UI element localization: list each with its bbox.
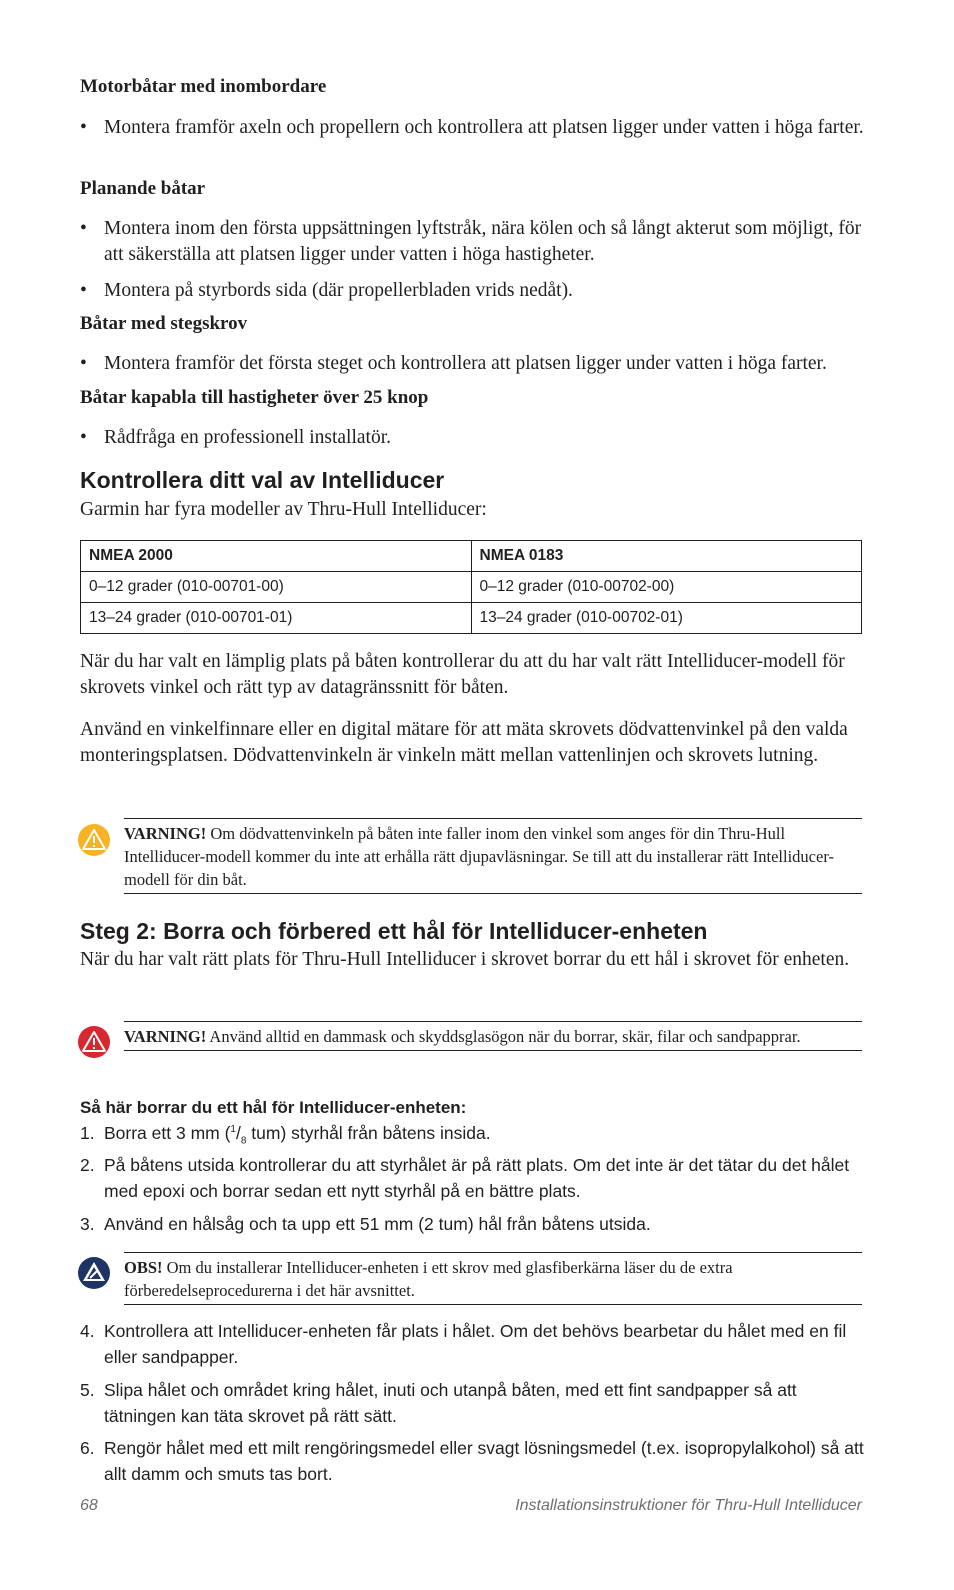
step-text: Använd en hålsåg och ta upp ett 51 mm (2 tum) hål från båtens utsida. (104, 1214, 651, 1234)
table-header-row (81, 541, 862, 572)
procedure-step-6 (80, 1435, 870, 1487)
bullet-dot: • (80, 353, 87, 374)
table-header: NMEA 0183 (471, 541, 862, 572)
step-number: 6. (80, 1438, 95, 1458)
table-header: NMEA 2000 (81, 541, 472, 572)
bullet-text: Montera framför det första steget och kontrollera att platsen ligger under vatten i höga farter. (104, 353, 827, 374)
bullet-dot: • (80, 280, 87, 301)
bullet-dot: • (80, 427, 87, 448)
caution-callout (124, 818, 862, 894)
step-text-before: Borra ett 3 mm ( (104, 1123, 231, 1143)
bullet-dot: • (80, 218, 87, 239)
procedure-step-3 (80, 1211, 870, 1237)
table-cell: 13–24 grader (010-00701-01) (81, 603, 472, 634)
step-number: 3. (80, 1214, 95, 1234)
step-text: Kontrollera att Intelliducer-enheten får plats i hålet. Om det behövs bearbetar du hålet med en fil eller sandpapper. (104, 1321, 847, 1367)
bullet-text: Montera på styrbords sida (där propellerbladen vrids nedåt). (104, 280, 573, 301)
callout-lead: OBS! (124, 1258, 163, 1277)
bullet-text: Montera framför axeln och propellern och kontrollera att platsen ligger under vatten i höga farter. (104, 117, 864, 138)
step-text: Rengör hålet med ett milt rengöringsmedel eller svagt lösningsmedel (t.ex. isopropylalkohol) så att allt damm och smuts tas bort. (104, 1438, 864, 1484)
bullet-dot: • (80, 117, 87, 138)
warning-icon (77, 1025, 111, 1059)
inboard-bullet (80, 115, 870, 141)
step-number: 2. (80, 1155, 95, 1175)
bullet-text: Montera inom den första uppsättningen lyftstråk, nära kölen och så långt akterut som möjligt, för att säkerställa att platsen ligger under vatten i höga hastigheter. (104, 218, 862, 265)
note-callout (124, 1252, 862, 1305)
callout-lead: VARNING! (124, 1027, 207, 1046)
table-cell: 0–12 grader (010-00702-00) (471, 572, 862, 603)
check-para-1: När du har valt en lämplig plats på båten kontrollerar du att du har valt rätt Intelliducer-modell för skrovets vinkel och rätt typ av datagränssnitt för båten. (80, 651, 845, 698)
fast-heading: Båtar kapabla till hastigheter över 25 knop (80, 387, 429, 408)
check-intro: Garmin har fyra modeller av Thru-Hull Intelliducer: (80, 499, 487, 520)
planing-bullet-1 (80, 216, 870, 268)
table-row (81, 603, 862, 634)
table-cell: 0–12 grader (010-00701-00) (81, 572, 472, 603)
note-icon (77, 1256, 111, 1290)
callout-text: Om du installerar Intelliducer-enheten i ett skrov med glasfiberkärna läser du de extra förberedelseprocedurerna i det här avsnittet. (124, 1258, 733, 1300)
callout-lead: VARNING! (124, 824, 207, 843)
step2-heading: Steg 2: Borra och förbered ett hål för Intelliducer-enheten (80, 918, 708, 944)
procedure-step-5 (80, 1377, 870, 1429)
step2-intro: När du har valt rätt plats för Thru-Hull Intelliducer i skrovet borrar du ett hål i skrovet för enheten. (80, 949, 850, 970)
table-row (81, 572, 862, 603)
callout-text: Använd alltid en dammask och skyddsglasögon när du borrar, skär, filar och sandpapprar. (209, 1027, 801, 1046)
stepped-heading: Båtar med stegskrov (80, 313, 248, 334)
procedure-heading: Så här borrar du ett hål för Intelliducer-enheten: (80, 1098, 467, 1117)
caution-icon (77, 823, 111, 857)
procedure-step-1 (80, 1120, 870, 1146)
planing-heading: Planande båtar (80, 178, 206, 199)
check-para-2: Använd en vinkelfinnare eller en digital mätare för att mäta skrovets dödvattenvinkel på den valda monteringsplatsen. Dödvattenvinkeln är vinkeln mätt mellan vattenlinjen och skrovets lutning. (80, 719, 848, 766)
models-table (80, 540, 862, 634)
step-number: 5. (80, 1380, 95, 1400)
step-text: Slipa hålet och området kring hålet, inuti och utanpå båten, med ett fint sandpapper så att tätningen kan täta skrovet på rätt sätt. (104, 1380, 797, 1426)
procedure-step-2 (80, 1152, 870, 1204)
step-number: 4. (80, 1321, 95, 1341)
step-number: 1. (80, 1123, 95, 1143)
warning-callout (124, 1021, 862, 1051)
inboard-heading: Motorbåtar med inombordare (80, 76, 327, 97)
planing-bullet-2 (80, 278, 870, 304)
stepped-bullet (80, 351, 880, 377)
table-cell: 13–24 grader (010-00702-01) (471, 603, 862, 634)
page-number: 68 (80, 1497, 98, 1514)
fraction-slash: / (235, 1123, 241, 1143)
step-text-after: tum) styrhål från båtens insida. (246, 1123, 491, 1143)
procedure-step-4 (80, 1318, 870, 1370)
bullet-text: Rådfråga en professionell installatör. (104, 427, 391, 448)
footer-title: Installationsinstruktioner för Thru-Hull Intelliducer (515, 1497, 862, 1514)
fraction-denominator: 8 (240, 1135, 247, 1147)
step-text: På båtens utsida kontrollerar du att styrhålet är på rätt plats. Om det inte är det tätar du det hålet med epoxi och borrar sedan ett nytt styrhål på en bättre plats. (104, 1155, 850, 1201)
fraction-numerator: 1 (230, 1124, 236, 1136)
callout-text: Om dödvattenvinkeln på båten inte faller inom den vinkel som anges för din Thru-Hull Intelliducer-modell kommer du inte att erhålla rätt djupavläsningar. Se till att du installerar rätt Intelliducer-modell för din båt. (124, 824, 834, 889)
check-heading: Kontrollera ditt val av Intelliducer (80, 467, 445, 493)
fast-bullet (80, 425, 870, 451)
